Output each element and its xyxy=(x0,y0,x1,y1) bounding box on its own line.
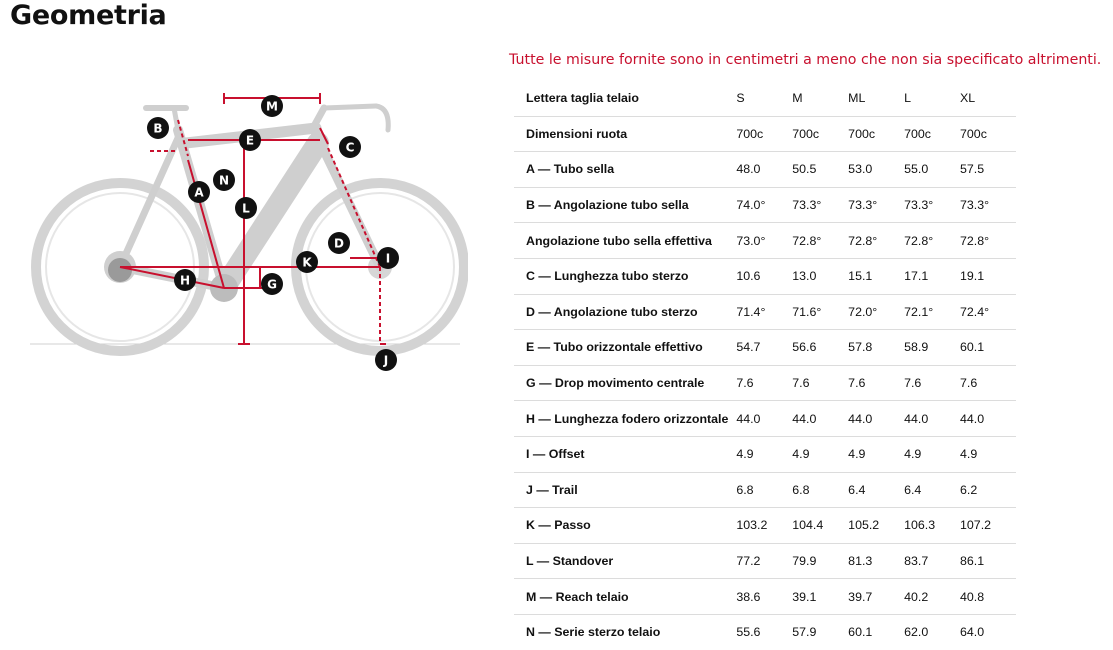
row-value: 15.1 xyxy=(848,258,904,294)
row-value: 104.4 xyxy=(792,508,848,544)
row-value: 4.9 xyxy=(736,436,792,472)
marker-h xyxy=(174,269,196,291)
row-value: 105.2 xyxy=(848,508,904,544)
table-row xyxy=(514,116,1016,152)
svg-text:C: C xyxy=(345,140,355,155)
row-label: Dimensioni ruota xyxy=(514,116,736,152)
row-value: 40.2 xyxy=(904,579,960,615)
row-value: 56.6 xyxy=(792,330,848,366)
row-value: 72.8° xyxy=(848,223,904,259)
row-value: 700c xyxy=(904,116,960,152)
page-title: Geometria xyxy=(10,0,167,31)
bike-geometry-diagram xyxy=(28,88,468,378)
row-value: 72.8° xyxy=(904,223,960,259)
size-header: S xyxy=(736,81,792,116)
table-row xyxy=(514,614,1016,649)
table-row xyxy=(514,508,1016,544)
row-value: 86.1 xyxy=(960,543,1016,579)
row-label: J — Trail xyxy=(514,472,736,508)
row-value: 73.3° xyxy=(848,187,904,223)
row-value: 7.6 xyxy=(960,365,1016,401)
row-value: 13.0 xyxy=(792,258,848,294)
marker-n xyxy=(213,169,235,191)
row-label: C — Lunghezza tubo sterzo xyxy=(514,258,736,294)
row-label: Angolazione tubo sella effettiva xyxy=(514,223,736,259)
row-value: 48.0 xyxy=(736,152,792,188)
marker-m xyxy=(261,95,283,117)
row-value: 39.7 xyxy=(848,579,904,615)
row-value: 83.7 xyxy=(904,543,960,579)
row-value: 55.0 xyxy=(904,152,960,188)
row-value: 54.7 xyxy=(736,330,792,366)
marker-i xyxy=(377,247,399,269)
row-value: 38.6 xyxy=(736,579,792,615)
row-value: 79.9 xyxy=(792,543,848,579)
table-row xyxy=(514,152,1016,188)
row-value: 72.0° xyxy=(848,294,904,330)
row-value: 7.6 xyxy=(848,365,904,401)
geometry-table xyxy=(514,81,1016,650)
table-row xyxy=(514,436,1016,472)
row-value: 62.0 xyxy=(904,625,929,640)
table-row xyxy=(514,365,1016,401)
row-value: 72.8° xyxy=(792,223,848,259)
row-value: 57.9 xyxy=(792,625,817,640)
row-value: 44.0 xyxy=(792,401,848,437)
row-value: 4.9 xyxy=(792,436,848,472)
table-row xyxy=(514,294,1016,330)
row-value: 44.0 xyxy=(736,401,792,437)
svg-text:H: H xyxy=(179,273,191,288)
row-value: 4.9 xyxy=(904,436,960,472)
svg-text:M: M xyxy=(266,99,278,114)
row-value: 39.1 xyxy=(792,579,848,615)
size-header: L xyxy=(904,81,960,116)
row-value: 7.6 xyxy=(736,365,792,401)
row-value: 44.0 xyxy=(904,401,960,437)
header-label: Lettera taglia telaio xyxy=(514,81,736,116)
size-header: XL xyxy=(960,81,1016,116)
row-label: E — Tubo orizzontale effettivo xyxy=(514,330,736,366)
row-value: 71.4° xyxy=(736,294,792,330)
table-row xyxy=(514,401,1016,437)
row-value: 6.2 xyxy=(960,472,1016,508)
row-value: 103.2 xyxy=(736,508,792,544)
marker-d xyxy=(328,232,350,254)
marker-k xyxy=(296,251,318,273)
row-value: 107.2 xyxy=(960,508,1016,544)
marker-c xyxy=(339,136,361,158)
row-label: D — Angolazione tubo sterzo xyxy=(514,294,736,330)
row-label: M — Reach telaio xyxy=(514,579,736,615)
row-value: 58.9 xyxy=(904,330,960,366)
svg-text:B: B xyxy=(153,121,163,136)
row-value: 57.8 xyxy=(848,330,904,366)
row-value: 17.1 xyxy=(904,258,960,294)
marker-j xyxy=(375,349,397,371)
row-value: 6.4 xyxy=(848,472,904,508)
row-label: N — Serie sterzo telaio xyxy=(526,625,661,640)
row-value: 74.0° xyxy=(736,187,792,223)
row-value: 50.5 xyxy=(792,152,848,188)
row-value: 73.3° xyxy=(960,187,1016,223)
row-value: 700c xyxy=(792,116,848,152)
row-value: 6.4 xyxy=(904,472,960,508)
row-label: G — Drop movimento centrale xyxy=(514,365,736,401)
row-label: H — Lunghezza fodero orizzontale xyxy=(514,401,736,437)
row-value: 19.1 xyxy=(960,258,1016,294)
marker-g xyxy=(261,273,283,295)
row-value: 7.6 xyxy=(792,365,848,401)
row-label: K — Passo xyxy=(514,508,736,544)
size-header: M xyxy=(792,81,848,116)
row-value: 64.0 xyxy=(960,625,985,640)
svg-text:I: I xyxy=(385,251,391,266)
svg-text:L: L xyxy=(242,201,250,216)
svg-text:G: G xyxy=(267,277,277,292)
row-value: 40.8 xyxy=(960,579,1016,615)
measurement-note: Tutte le misure fornite sono in centimetri a meno che non sia specificato altrimenti. xyxy=(509,52,1102,68)
row-value: 73.3° xyxy=(792,187,848,223)
row-value: 60.1 xyxy=(960,330,1016,366)
row-value: 7.6 xyxy=(904,365,960,401)
table-row xyxy=(514,543,1016,579)
row-value: 106.3 xyxy=(904,508,960,544)
row-value: 72.1° xyxy=(904,294,960,330)
row-value: 10.6 xyxy=(736,258,792,294)
row-value: 77.2 xyxy=(736,543,792,579)
row-value: 4.9 xyxy=(848,436,904,472)
marker-l xyxy=(235,197,257,219)
svg-text:A: A xyxy=(194,185,204,200)
row-value: 73.0° xyxy=(736,223,792,259)
table-row xyxy=(514,223,1016,259)
row-label: B — Angolazione tubo sella xyxy=(514,187,736,223)
row-label: I — Offset xyxy=(514,436,736,472)
row-label: A — Tubo sella xyxy=(514,152,736,188)
table-row xyxy=(514,330,1016,366)
row-value: 700c xyxy=(736,116,792,152)
row-value: 55.6 xyxy=(736,625,761,640)
row-value: 57.5 xyxy=(960,152,1016,188)
marker-e xyxy=(239,129,261,151)
row-value: 44.0 xyxy=(848,401,904,437)
row-value: 73.3° xyxy=(904,187,960,223)
row-value: 700c xyxy=(960,116,1016,152)
svg-text:N: N xyxy=(218,173,230,188)
table-row xyxy=(514,187,1016,223)
size-header: ML xyxy=(848,81,904,116)
svg-text:D: D xyxy=(334,236,344,251)
svg-text:E: E xyxy=(245,133,255,148)
row-value: 81.3 xyxy=(848,543,904,579)
marker-b xyxy=(147,117,169,139)
row-value: 4.9 xyxy=(960,436,1016,472)
row-label: L — Standover xyxy=(514,543,736,579)
row-value: 6.8 xyxy=(792,472,848,508)
row-value: 700c xyxy=(848,116,904,152)
row-value: 60.1 xyxy=(848,625,873,640)
svg-text:J: J xyxy=(383,353,389,368)
row-value: 53.0 xyxy=(848,152,904,188)
table-row xyxy=(514,472,1016,508)
row-value: 72.8° xyxy=(960,223,1016,259)
row-value: 44.0 xyxy=(960,401,1016,437)
table-header-row xyxy=(514,81,1016,116)
row-value: 6.8 xyxy=(736,472,792,508)
svg-text:K: K xyxy=(302,255,312,270)
row-value: 71.6° xyxy=(792,294,848,330)
row-value: 72.4° xyxy=(960,294,1016,330)
table-row xyxy=(514,579,1016,615)
table-row xyxy=(514,258,1016,294)
marker-a xyxy=(188,181,210,203)
